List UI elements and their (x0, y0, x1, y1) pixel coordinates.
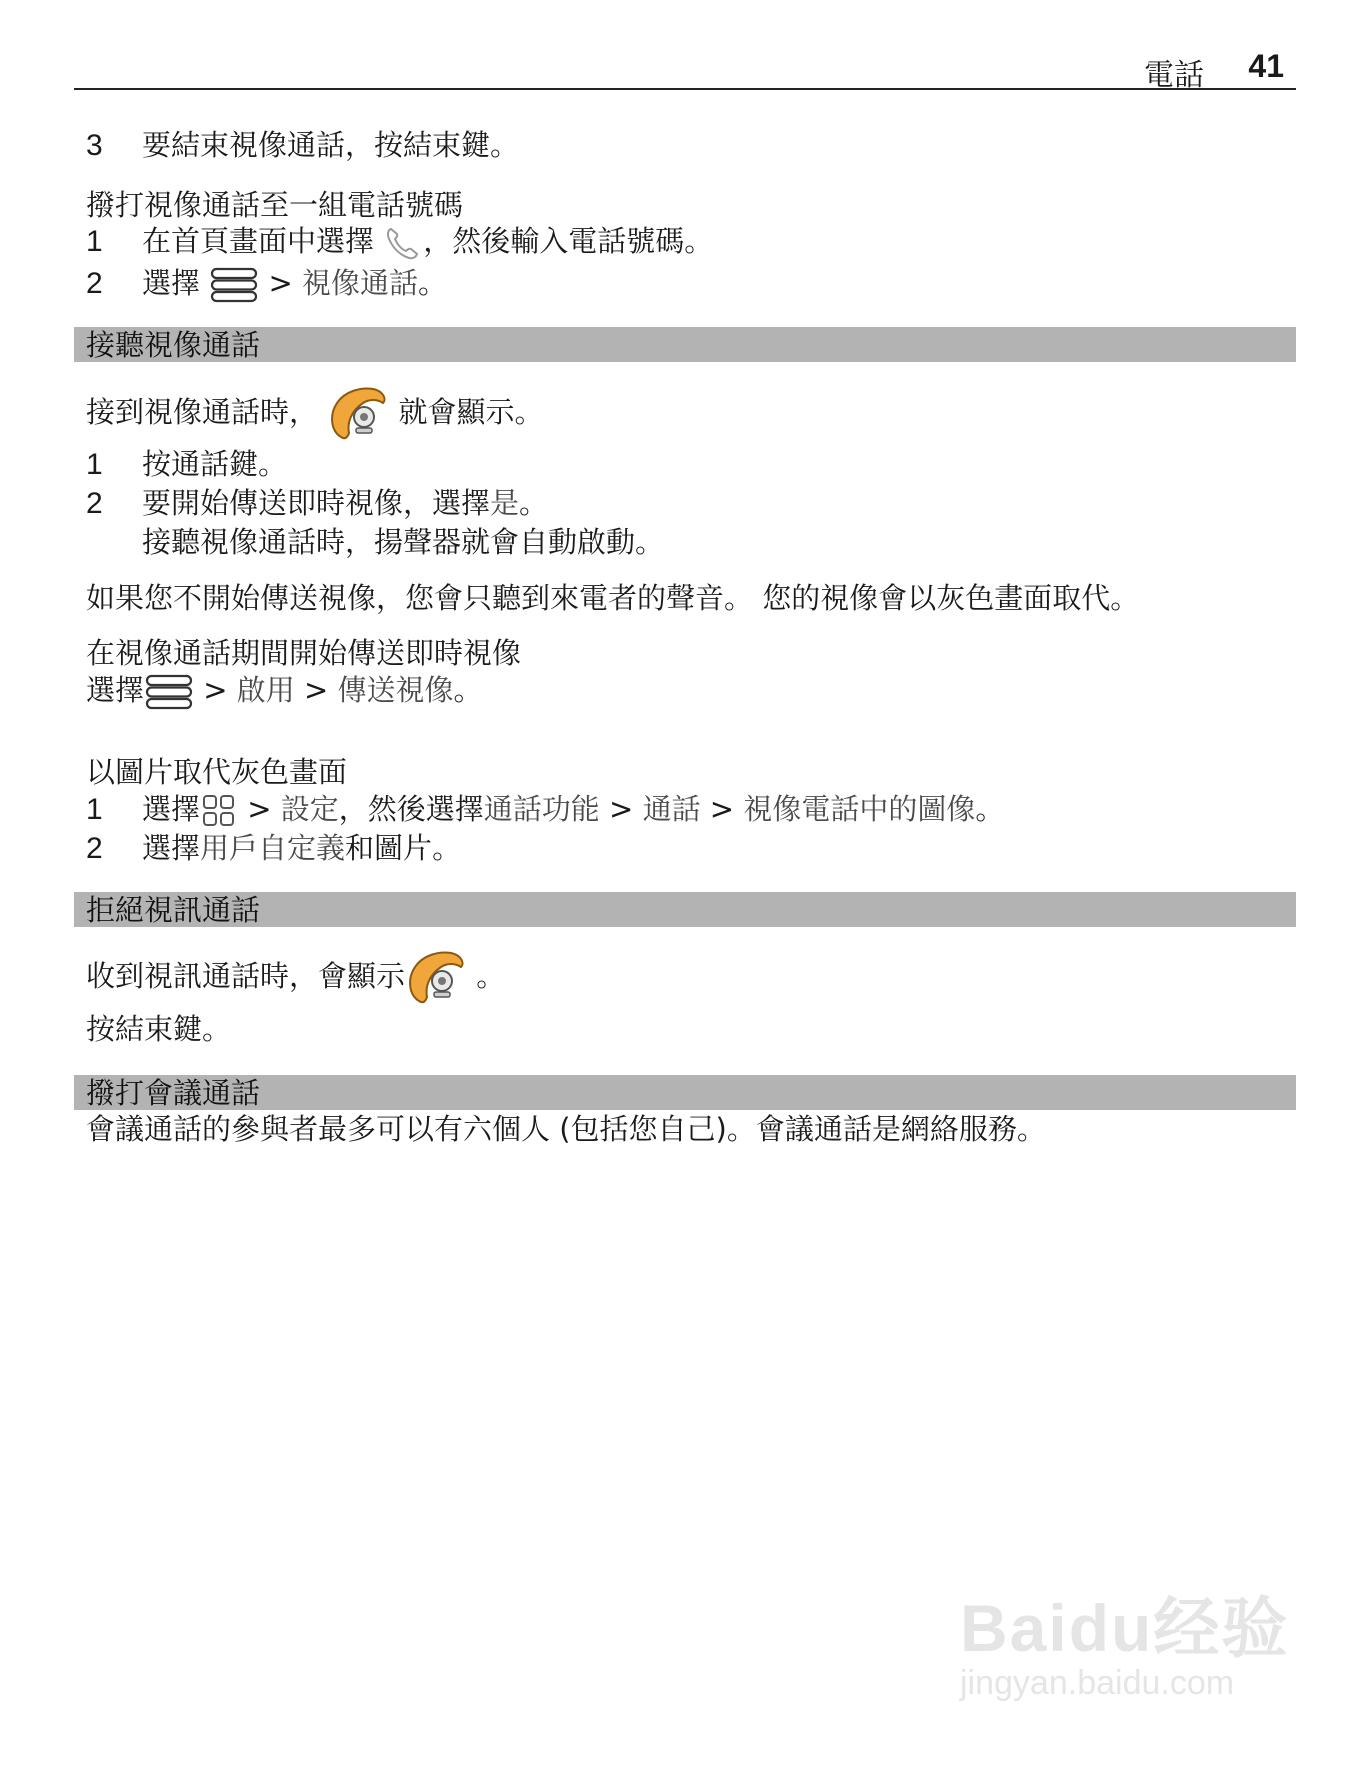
choice-user-defined: 用戶自定義 (200, 831, 346, 865)
step-number: 2 (86, 267, 103, 300)
answer-step-1 (86, 445, 287, 484)
step-text: 要結束視像通話，按結束鍵。 (142, 128, 520, 162)
menu-item-call-features: 通話功能 (483, 792, 600, 826)
step-text: 選擇 (142, 266, 201, 300)
step-number: 3 (86, 129, 103, 162)
intro-text: 接到視像通話時， (86, 395, 319, 429)
choice-yes: 是 (490, 486, 520, 520)
reject-instruction: 按結束鍵。 (86, 1012, 232, 1046)
menu-arrow: > (194, 673, 237, 707)
options-menu-icon (209, 265, 259, 305)
menu-arrow: > (599, 792, 643, 826)
intro-text: 收到視訊通話時，會顯示 (86, 959, 406, 993)
step-text-end: 。 (975, 792, 1005, 826)
apps-grid-icon (200, 792, 238, 830)
step-text-end: 。 (519, 486, 549, 520)
baidu-watermark (960, 1575, 1289, 1703)
chapter-title: 電話 (1144, 58, 1204, 93)
section-band-answer (74, 327, 1296, 362)
step-text-mid: ，然後選擇 (338, 792, 484, 826)
intro-text-end: 。 (467, 959, 506, 993)
menu-arrow: > (294, 673, 338, 707)
step-number: 1 (86, 448, 103, 481)
instr-text: 選擇 (86, 673, 145, 707)
band-title: 接聽視像通話 (86, 328, 261, 362)
reject-intro (86, 949, 505, 1007)
section-band-conference (74, 1075, 1296, 1110)
menu-item-enable: 啟用 (236, 673, 295, 707)
watermark-brand: Baidu经验 (960, 1591, 1290, 1665)
page-number: 41 (1248, 48, 1284, 84)
answer-note: 接聽視像通話時，揚聲器就會自動啟動。 (142, 525, 665, 559)
menu-item-call: 通話 (642, 792, 701, 826)
step-number: 1 (86, 793, 103, 826)
phone-handset-icon (383, 224, 423, 262)
watermark-url: jingyan.baidu.com (960, 1664, 1235, 1702)
section-title-live-video: 在視像通話期間開始傳送即時視像 (86, 636, 522, 670)
replace-step-2 (86, 829, 461, 868)
menu-item-send-video: 傳送視像 (337, 673, 454, 707)
step-text: 選擇 (142, 792, 201, 826)
band-title: 撥打會議通話 (86, 1076, 261, 1110)
step-text-mid: 和 (345, 831, 375, 865)
step-number: 1 (86, 225, 103, 258)
conference-paragraph: 會議通話的參與者最多可以有六個人 (包括您自己)。會議通話是網絡服務。 (86, 1112, 1046, 1146)
step-text: 要開始傳送即時視像，選擇 (142, 486, 491, 520)
menu-arrow: > (259, 266, 302, 300)
replace-step-1 (86, 790, 1004, 830)
menu-item-video-call: 視像通話 (301, 266, 418, 300)
group-step-2 (86, 264, 447, 305)
step-number: 2 (86, 832, 103, 865)
answer-intro (86, 385, 543, 443)
answer-paragraph: 如果您不開始傳送視像，您會只聽到來電者的聲音。 您的視像會以灰色畫面取代。 (86, 581, 1140, 615)
menu-arrow: > (700, 792, 744, 826)
step-text: 按通話鍵。 (142, 447, 288, 481)
live-video-instruction (86, 671, 483, 712)
page-header (74, 48, 1296, 93)
instr-text-end: 。 (453, 673, 483, 707)
video-call-icon (327, 385, 389, 443)
step-text-end: 。 (418, 266, 448, 300)
options-menu-icon (144, 672, 194, 712)
band-title: 拒絕視訊通話 (86, 893, 261, 927)
video-call-icon (405, 949, 467, 1007)
choice-image: 圖片 (374, 831, 433, 865)
step-end-call (86, 126, 519, 165)
section-title-replace-image: 以圖片取代灰色畫面 (86, 755, 348, 789)
step-number: 2 (86, 487, 103, 520)
step-text-end: 。 (432, 831, 462, 865)
menu-item-settings: 設定 (280, 792, 339, 826)
step-text: 在首頁畫面中選擇 (142, 224, 375, 258)
step-text-end: ，然後輸入電話號碼。 (423, 224, 714, 258)
step-text: 選擇 (142, 831, 201, 865)
section-band-reject (74, 892, 1296, 927)
section-title-group-call: 撥打視像通話至一組電話號碼 (86, 188, 464, 222)
group-step-1 (86, 222, 713, 262)
menu-item-video-image: 視像電話中的圖像 (743, 792, 976, 826)
menu-arrow: > (238, 792, 281, 826)
answer-step-2 (86, 484, 548, 523)
intro-text-end: 就會顯示。 (389, 395, 544, 429)
